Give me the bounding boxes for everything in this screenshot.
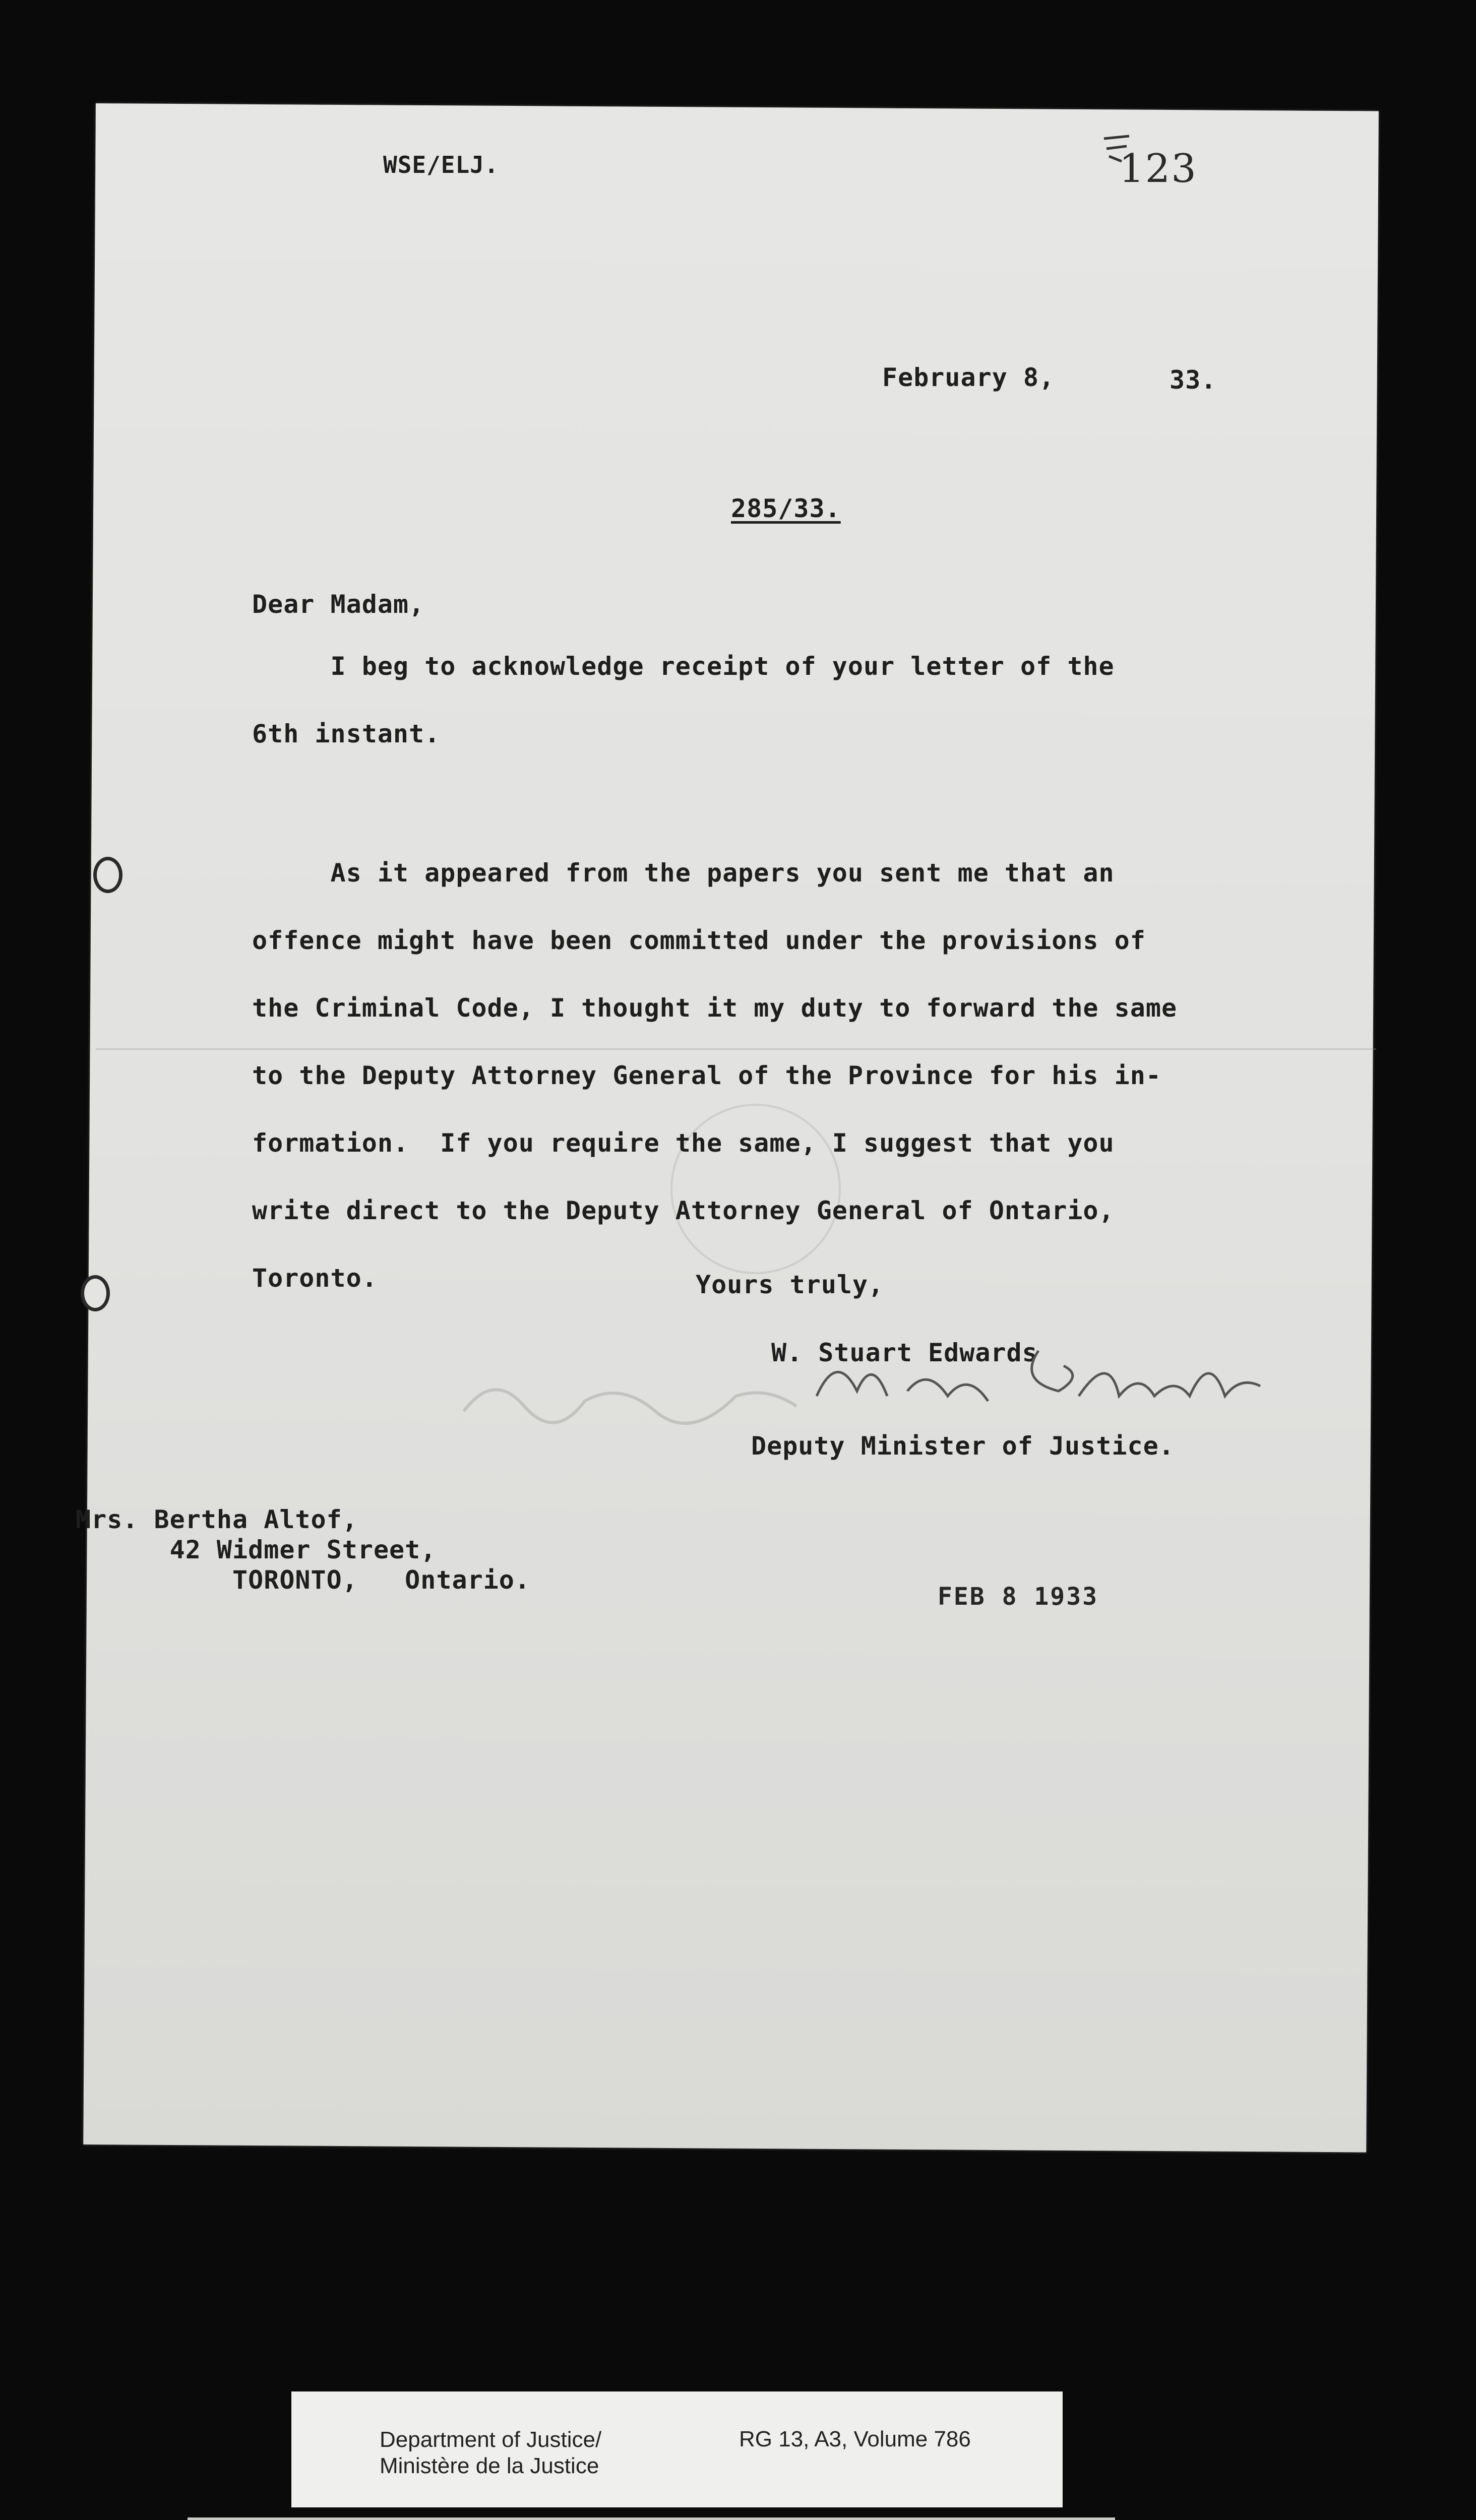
paragraph-explanation (252, 839, 1190, 1312)
recipient-address (76, 1504, 530, 1595)
paragraph-line: offence might have been committed under the provisions of (252, 926, 1146, 955)
paragraph-acknowledgement (252, 633, 1190, 768)
paragraph-line: Toronto. (252, 1264, 378, 1293)
paragraph-line: write direct to the Deputy Attorney General of Ontario, (252, 1196, 1115, 1225)
paragraph-line: formation. If you require the same, I suggest that you (252, 1128, 1115, 1158)
paragraph-line: As it appeared from the papers you sent me that an (252, 858, 1115, 888)
punch-hole (81, 1275, 110, 1311)
record-group-reference: RG 13, A3, Volume 786 (739, 2427, 971, 2451)
salutation: Dear Madam, (252, 590, 425, 619)
letter-year: 33. (1170, 365, 1217, 395)
paragraph-line: to the Deputy Attorney General of the Province for his in- (252, 1061, 1161, 1090)
recipient-street: 42 Widmer Street, (76, 1535, 437, 1564)
handwritten-signature (756, 1320, 1285, 1441)
signer-name: W. Stuart Edwards (771, 1338, 1038, 1367)
archives-banner (188, 2517, 1115, 2520)
signer-title: Deputy Minister of Justice. (751, 1431, 1175, 1461)
recipient-city: TORONTO, Ontario. (76, 1565, 530, 1595)
paragraph-line: I beg to acknowledge receipt of your letter of the (252, 652, 1115, 681)
reference-initials: WSE/ELJ. (383, 151, 499, 178)
file-reference: 285/33. (731, 494, 841, 523)
recipient-name: Mrs. Bertha Altof, (76, 1505, 358, 1534)
department-name (380, 2427, 601, 2479)
letter-date: February 8, (882, 363, 1055, 392)
department-english: Department of Justice/ (380, 2427, 602, 2452)
file-number: 123 (1119, 146, 1197, 192)
paragraph-line: the Criminal Code, I thought it my duty to forward the same (252, 993, 1178, 1023)
archive-reference-label (291, 2391, 1063, 2507)
paragraph-line: 6th instant. (252, 719, 441, 748)
closing: Yours truly, (696, 1270, 884, 1299)
department-french: Ministère de la Justice (380, 2453, 599, 2478)
received-date-stamp: FEB 8 1933 (938, 1583, 1098, 1611)
punch-hole (93, 857, 122, 893)
